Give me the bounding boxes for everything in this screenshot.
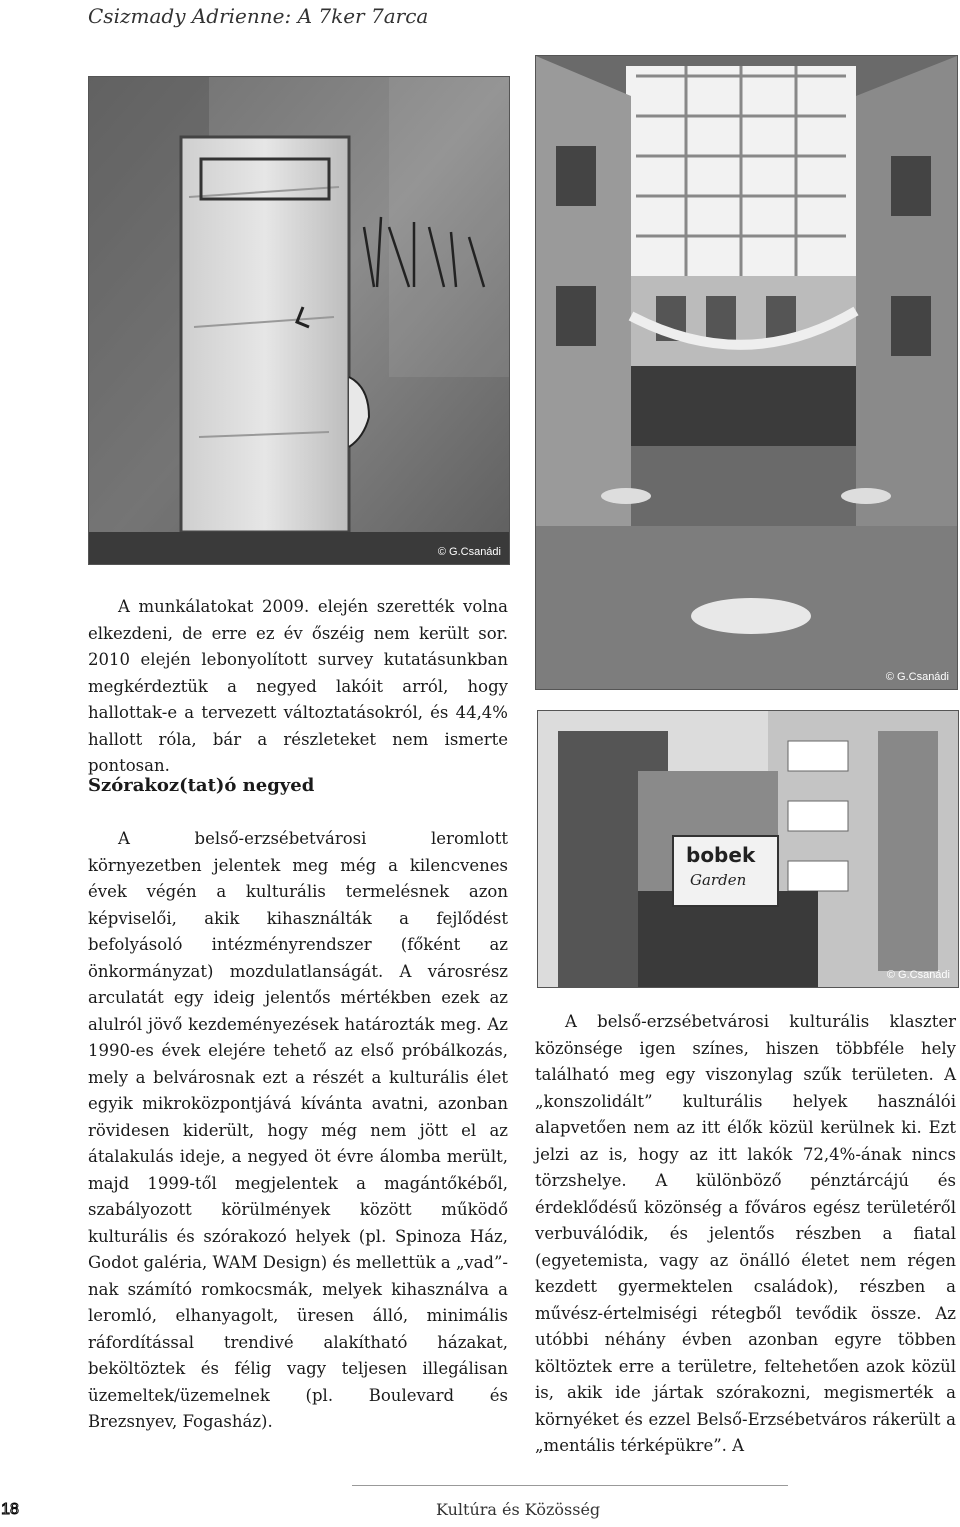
section-heading: Szórakoz(tat)ó negyed (88, 775, 315, 796)
door-photo (88, 76, 510, 565)
page-number: 18 (1, 1501, 19, 1518)
right-paragraph-text: A belső-erzsébetvárosi kulturális klaszter közönsége igen színes, hiszen többféle hely található meg egy viszonylag szűk területen. A „konszolidált” kulturális helyek használói alapvetően nem az itt élők közül kerülnek ki. Ezt jelzi az is, hogy az itt lakók 72,4%-ának nincs törzshelye. A különböző pénztárcájú és érdeklődésű közönség a főváros egész területéről verbuválódik, és jelentős részben a fiatal (egyetemista, vagy az önálló életet nem régen kezdett gyermektelen családok), részben a művész-értelmiségi rétegből tevődik össze. Az utóbbi néhány évben azonban egyre többen költöztek erre a területre, feltehetően azok közül is, akik ide jártak szórakozni, megismerték a környéket és ezzel Belső-Erzsébetváros rákerült a „mentális térképükre”. A (535, 1012, 956, 1455)
section-paragraph (88, 826, 508, 1436)
journal-name: Kultúra és Közösség (436, 1500, 601, 1519)
garden-sign-line2: Garden (690, 871, 747, 889)
photo-credit: © G.Csanádi (437, 546, 501, 558)
footer-rule (352, 1485, 788, 1486)
courtyard-photo (535, 55, 958, 690)
running-title: Csizmady Adrienne: A 7ker 7arca (88, 4, 429, 28)
garden-photo (537, 710, 959, 988)
photo-credit: © G.Csanádi (885, 671, 949, 683)
photo-credit: © G.Csanádi (886, 969, 950, 981)
garden-sign-line1: bobek (686, 843, 756, 867)
intro-paragraph-text: A munkálatokat 2009. elején szerették volna elkezdeni, de erre ez év őszéig nem került sor. 2010 elején lebonyolított survey kutatásunkban megkérdeztük a negyed lakóit arról, hogy hallottak-e a tervezett változtatásokról, és 44,4% hallott róla, bár a részleteket nem ismerte pontosan. (88, 597, 508, 775)
intro-paragraph (88, 594, 508, 780)
right-paragraph (535, 1009, 956, 1460)
section-paragraph-text: A belső-erzsébetvárosi leromlott környezetben jelentek meg még a kilencvenes évek végén a kulturális termelésnek azon képviselői, akik kihasználták a fejlődést befolyásoló intézményrendszer (főként az önkormányzat) mozdulatlanságát. A városrész arculatát egy ideig jelentős mértékben ezek az alulról jövő kezdeményezések határozták meg. Az 1990-es évek elejére tehető az első próbálkozás, mely a belvárosnak ezt a részét a kulturális élet egyik mikroközpontjává kívánta avatni, azonban rövidesen kiderült, hogy még nem jött el az átalakulás ideje, a negyed öt évre álomba merült, majd 1999-től megjelentek a magántőkéből, szabályozott körülmények között működő kulturális és szórakozó helyek (pl. Spinoza Ház, Godot galéria, WAM Design) és mellettük a „vad”-nak számító romkocsmák, melyek kihasználva a leromló, elhanyagolt, üresen álló, minimális ráfordítással trendivé alakítható házakat, beköltöztek és félig vagy teljesen illegálisan üzemeltek/üzemelnek (pl. Boulevard és Brezsnyev, Fogasház). (88, 829, 508, 1431)
